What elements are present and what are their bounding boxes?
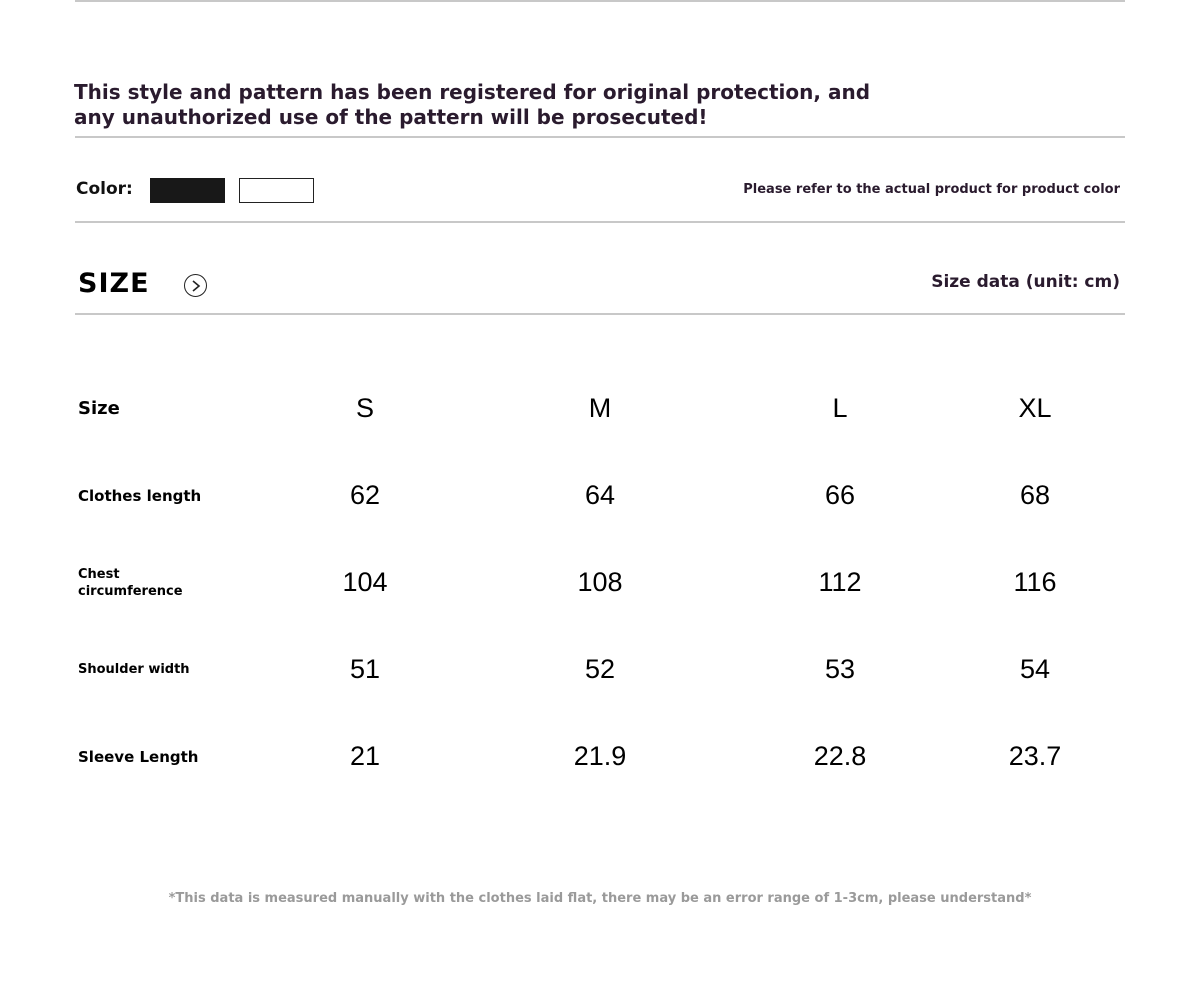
- size-col-xl: XL: [1018, 393, 1052, 423]
- size-header-label: Size: [78, 398, 120, 419]
- table-cell: 62: [349, 480, 381, 510]
- color-divider: [75, 221, 1125, 223]
- table-row: [75, 539, 1125, 626]
- table-row: [75, 713, 1125, 800]
- table-row: [75, 626, 1125, 713]
- color-swatch-black[interactable]: [150, 178, 225, 203]
- row-label-sleeve-length: Sleeve Length: [78, 747, 199, 766]
- notice-divider: [75, 136, 1125, 138]
- size-col-m: M: [588, 393, 612, 423]
- table-cell: 64: [584, 480, 616, 510]
- table-cell: 104: [342, 567, 388, 597]
- color-swatch-white[interactable]: [239, 178, 314, 203]
- table-cell: 21: [349, 741, 381, 771]
- chevron-right-circle-icon[interactable]: [184, 274, 207, 297]
- size-col-s: S: [355, 393, 374, 423]
- color-note: Please refer to the actual product for product color: [743, 182, 1120, 197]
- size-col-l: L: [832, 393, 848, 423]
- table-cell: 23.7: [1008, 741, 1062, 771]
- table-cell: 68: [1019, 480, 1051, 510]
- table-cell: 54: [1019, 654, 1051, 684]
- table-cell: 108: [577, 567, 623, 597]
- table-cell: 51: [349, 654, 381, 684]
- table-cell: 52: [584, 654, 616, 684]
- row-label-clothes-length: Clothes length: [78, 486, 202, 505]
- size-divider: [75, 313, 1125, 315]
- row-label-text: Chest circumference: [78, 566, 183, 599]
- top-divider: [75, 0, 1125, 2]
- table-cell: 21.9: [573, 741, 627, 771]
- row-label-chest-circumference: [75, 539, 265, 626]
- measurement-footnote: *This data is measured manually with the clothes laid flat, there may be an error range of 1-3cm, please understand*: [168, 891, 1032, 906]
- size-heading: SIZE: [78, 268, 150, 299]
- table-header-row: [75, 365, 1125, 452]
- size-chart-table: [75, 365, 1125, 800]
- table-cell: 22.8: [813, 741, 867, 771]
- row-label-shoulder-width: Shoulder width: [78, 662, 190, 677]
- color-label: Color:: [76, 179, 133, 199]
- table-row: [75, 452, 1125, 539]
- chevron-right-icon: [191, 280, 201, 292]
- table-cell: 112: [818, 567, 862, 597]
- size-unit-note: Size data (unit: cm): [931, 272, 1120, 292]
- table-cell: 66: [824, 480, 856, 510]
- copyright-notice: This style and pattern has been registered for original protection, and any unauthorized use of the pattern will be prosecuted!: [74, 80, 871, 129]
- table-cell: 116: [1013, 567, 1057, 597]
- table-cell: 53: [824, 654, 856, 684]
